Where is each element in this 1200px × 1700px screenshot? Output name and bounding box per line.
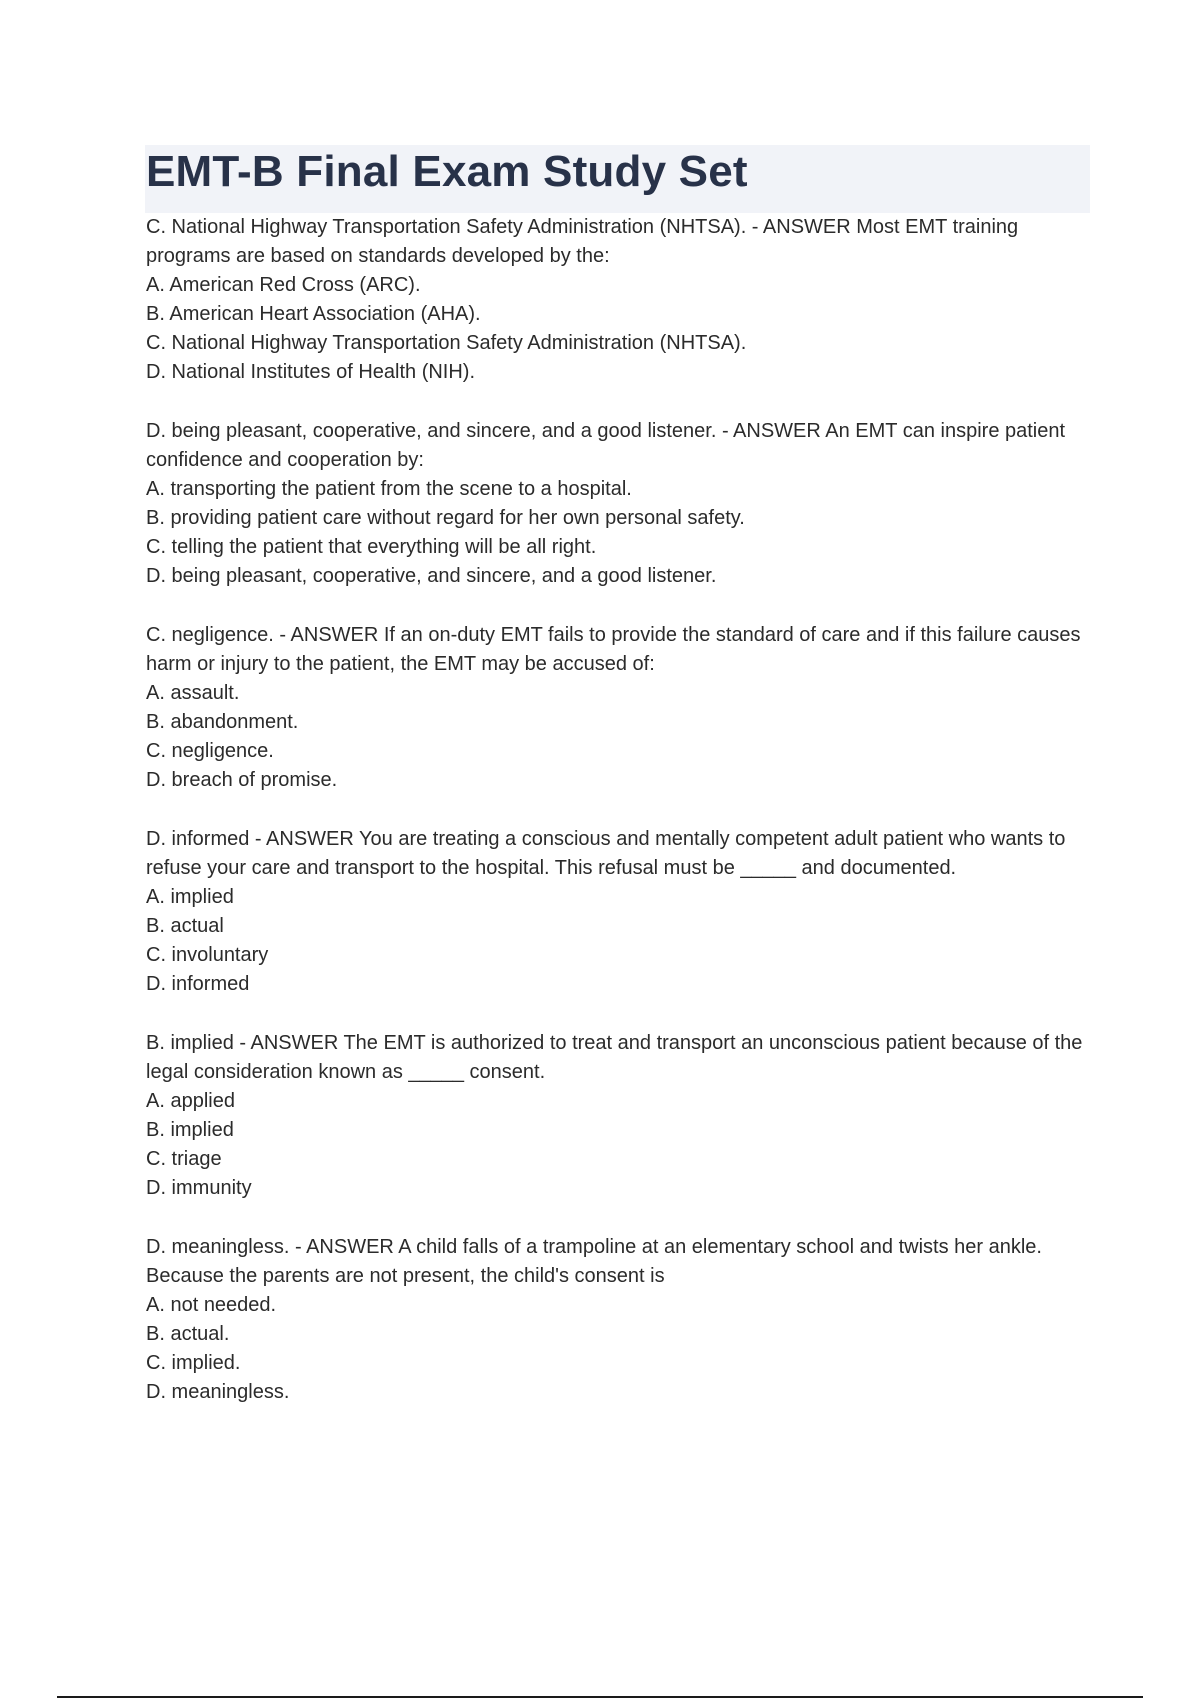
question-prompt: B. implied - ANSWER The EMT is authorized to treat and transport an unconscious patient because of the legal consideration known as _____ consent. [146, 1032, 1083, 1083]
answer-option: C. triage [146, 1148, 222, 1170]
answer-option: B. American Heart Association (AHA). [146, 303, 481, 325]
answer-option: C. negligence. [146, 740, 274, 762]
answer-option: A. American Red Cross (ARC). [146, 274, 421, 296]
answer-option: C. involuntary [146, 944, 269, 966]
answer-option: B. abandonment. [146, 711, 299, 733]
question-prompt: D. informed - ANSWER You are treating a conscious and mentally competent adult patient who wants to refuse your care and transport to the hospital. This refusal must be _____ and documented. [146, 828, 1066, 879]
question-prompt: C. National Highway Transportation Safety Administration (NHTSA). - ANSWER Most EMT training programs are based on standards developed by the: [146, 216, 1019, 267]
answer-option: B. implied [146, 1119, 234, 1141]
answer-option: A. implied [146, 886, 234, 908]
question-list [146, 213, 1096, 1437]
answer-option: C. National Highway Transportation Safety Administration (NHTSA). [146, 332, 747, 354]
answer-option: D. National Institutes of Health (NIH). [146, 361, 476, 383]
answer-option: A. assault. [146, 682, 240, 704]
question-block [146, 825, 1096, 999]
question-block [146, 1233, 1096, 1407]
footer-divider [57, 1696, 1143, 1698]
question-prompt: D. being pleasant, cooperative, and sincere, and a good listener. - ANSWER An EMT can inspire patient confidence and cooperation by: [146, 420, 1066, 471]
answer-option: D. immunity [146, 1177, 252, 1199]
answer-option: D. breach of promise. [146, 769, 338, 791]
question-block [146, 213, 1096, 387]
answer-option: A. not needed. [146, 1294, 277, 1316]
answer-option: B. actual. [146, 1323, 230, 1345]
answer-option: A. applied [146, 1090, 235, 1112]
answer-option: B. actual [146, 915, 224, 937]
question-block [146, 1029, 1096, 1203]
answer-option: B. providing patient care without regard for her own personal safety. [146, 507, 745, 529]
answer-option: C. implied. [146, 1352, 241, 1374]
page-title: EMT-B Final Exam Study Set [146, 147, 748, 196]
question-block [146, 621, 1096, 795]
answer-option: D. informed [146, 973, 250, 995]
answer-option: D. being pleasant, cooperative, and sincere, and a good listener. [146, 565, 717, 587]
answer-option: C. telling the patient that everything will be all right. [146, 536, 597, 558]
answer-option: D. meaningless. [146, 1381, 290, 1403]
question-block [146, 417, 1096, 591]
question-prompt: C. negligence. - ANSWER If an on-duty EMT fails to provide the standard of care and if this failure causes harm or injury to the patient, the EMT may be accused of: [146, 624, 1081, 675]
answer-option: A. transporting the patient from the scene to a hospital. [146, 478, 632, 500]
question-prompt: D. meaningless. - ANSWER A child falls of a trampoline at an elementary school and twists her ankle. Because the parents are not present, the child's consent is [146, 1236, 1042, 1287]
